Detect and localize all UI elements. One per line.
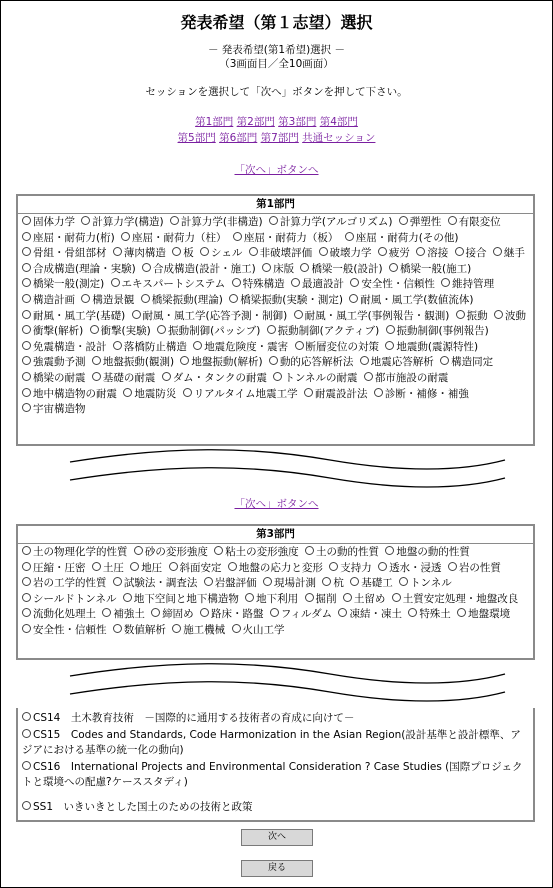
section-1-option[interactable]: 宇宙構造物 [22, 403, 86, 415]
section-3-panel [16, 524, 535, 660]
section-3-header: 第3部門 [18, 526, 533, 544]
radio-button[interactable] [22, 624, 31, 633]
section-1-option[interactable]: 固体力学 [22, 216, 75, 228]
section-1-option[interactable]: 橋梁一般(測定) [22, 278, 104, 290]
section-1-option[interactable]: 特殊構造 [232, 278, 285, 290]
section-1-option[interactable]: ダム・タンクの耐震 [162, 372, 267, 384]
omission-wave-2 [0, 662, 553, 704]
radio-button[interactable] [132, 310, 141, 319]
radio-button[interactable] [233, 232, 242, 241]
radio-button[interactable] [494, 310, 503, 319]
section-1-option[interactable]: 振動制御(パッシブ) [157, 325, 260, 337]
radio-button[interactable] [193, 341, 202, 350]
common-session-option[interactable]: CS14 土木教育技術 －国際的に通用する技術者の育成に向けて－ [22, 711, 529, 726]
section-3-option[interactable]: シールドトンネル [22, 593, 116, 605]
common-session-option[interactable]: CS16 International Projects and Environmental Consideration ? Case Studies (国際プロジェクトと環境への配慮?ケーススタディ) [22, 761, 523, 788]
section-1-option[interactable]: 衝撃(解析) [22, 325, 83, 337]
jump-to-next-link[interactable]: 「次へ」ボタンへ [234, 164, 319, 176]
common-session-option[interactable]: SS1 いきいきとした国土のための技術と政策 [22, 800, 529, 815]
radio-button[interactable] [457, 608, 466, 617]
section-1-option[interactable]: エキスパートシステム [111, 278, 226, 290]
radio-button[interactable] [408, 608, 417, 617]
section-1-option[interactable]: 橋梁振動(実験・測定) [229, 294, 343, 306]
section-1-option[interactable]: 計算力学(アルゴリズム) [269, 216, 393, 228]
radio-button[interactable] [416, 247, 425, 256]
section-1-option[interactable]: 維持管理 [441, 278, 494, 290]
section-1-option[interactable]: 波動 [494, 310, 526, 322]
radio-button[interactable] [113, 624, 122, 633]
section-3-option[interactable]: トンネル [399, 577, 452, 589]
omission-wave-1 [0, 448, 553, 490]
radio-button[interactable] [22, 278, 31, 287]
radio-button[interactable] [22, 608, 31, 617]
section-1-option[interactable]: 座屈・耐荷力(桁) [22, 232, 115, 244]
section-1-option[interactable]: 座屈・耐荷力（板） [233, 232, 339, 244]
nav-link-section-6[interactable]: 第6部門 [219, 132, 258, 144]
section-3-option[interactable]: 地下利用 [245, 593, 298, 605]
section-1-option[interactable]: 非破壊評価 [249, 247, 313, 259]
section-1-option[interactable]: 座屈・耐荷力(その他) [345, 232, 459, 244]
radio-button[interactable] [295, 341, 304, 350]
section-3-option[interactable]: 圧縮・圧密 [22, 562, 86, 574]
radio-button[interactable] [123, 593, 132, 602]
radio-button[interactable] [493, 247, 502, 256]
section-1-option[interactable]: 地震防災 [123, 388, 176, 400]
section-1-option[interactable]: 耐風・風工学(基礎) [22, 310, 125, 322]
radio-button[interactable] [142, 263, 151, 272]
radio-button[interactable] [389, 263, 398, 272]
jump-to-next-link[interactable]: 「次へ」ボタンへ [234, 498, 319, 510]
section-3-option[interactable]: 支持力 [329, 562, 372, 574]
radio-button[interactable] [448, 562, 457, 571]
radio-button[interactable] [263, 577, 272, 586]
radio-button[interactable] [22, 712, 31, 721]
section-1-option[interactable]: 振動制御(事例報告) [386, 325, 489, 337]
radio-button[interactable] [249, 247, 258, 256]
section-1-option[interactable]: 計算力学(非構造) [170, 216, 263, 228]
section-1-option[interactable]: 継手 [493, 247, 525, 259]
section-3-option[interactable]: 安全性・信頼性 [22, 624, 107, 636]
radio-button[interactable] [385, 546, 394, 555]
nav-link-section-1[interactable]: 第1部門 [195, 116, 234, 128]
section-1-option[interactable]: 地盤振動(観測) [92, 356, 174, 368]
page-title: 発表希望（第１志望）選択 [180, 13, 373, 32]
radio-button[interactable] [113, 577, 122, 586]
radio-button[interactable] [305, 593, 314, 602]
radio-button[interactable] [378, 562, 387, 571]
radio-button[interactable] [343, 593, 352, 602]
radio-button[interactable] [102, 608, 111, 617]
section-3-option[interactable]: 岩盤評価 [204, 577, 257, 589]
section-3-options [18, 544, 533, 640]
radio-button[interactable] [345, 232, 354, 241]
radio-button[interactable] [22, 216, 31, 225]
section-3-option[interactable]: 地盤の応力と変形 [228, 562, 323, 574]
radio-button[interactable] [378, 247, 387, 256]
section-1-option[interactable]: 強震動予測 [22, 356, 86, 368]
radio-button[interactable] [90, 325, 99, 334]
section-3-option[interactable]: 土圧 [92, 562, 124, 574]
section-1-option[interactable]: 接合 [455, 247, 487, 259]
radio-button[interactable] [22, 263, 31, 272]
section-1-option[interactable]: 振動 [456, 310, 488, 322]
radio-button[interactable] [200, 608, 209, 617]
radio-button[interactable] [392, 593, 401, 602]
section-1-option[interactable]: 安全性・信頼性 [350, 278, 435, 290]
radio-button[interactable] [22, 593, 31, 602]
section-3-option[interactable]: 施工機械 [172, 624, 225, 636]
radio-button[interactable] [374, 388, 383, 397]
section-3-option[interactable]: フィルダム [270, 608, 332, 620]
section-3-option[interactable]: 凍結・凍土 [338, 608, 402, 620]
section-3-option[interactable]: 透水・浸透 [378, 562, 442, 574]
section-1-option[interactable]: 地盤振動(解析) [180, 356, 262, 368]
section-1-option[interactable]: 地中構造物の耐震 [22, 388, 117, 400]
section-1-option[interactable]: 合成構造(理論・実験) [22, 263, 136, 275]
radio-button[interactable] [170, 216, 179, 225]
section-1-option[interactable]: 地震危険度・震害 [193, 341, 288, 353]
radio-button[interactable] [22, 372, 31, 381]
radio-button[interactable] [232, 624, 241, 633]
radio-button[interactable] [304, 388, 313, 397]
section-1-header: 第1部門 [18, 196, 533, 214]
section-3-option[interactable]: 斜面安定 [169, 562, 222, 574]
radio-button[interactable] [22, 341, 31, 350]
section-3-option[interactable]: 補強土 [102, 608, 145, 620]
section-3-option[interactable]: 特殊土 [408, 608, 451, 620]
radio-button[interactable] [92, 356, 101, 365]
instruction-text: セッションを選択して「次へ」ボタンを押して下さい。 [145, 86, 408, 98]
section-3-option[interactable]: 試験法・調査法 [113, 577, 198, 589]
radio-button[interactable] [81, 294, 90, 303]
section-3-option[interactable]: 基礎工 [350, 577, 393, 589]
section-1-option[interactable]: 疲労 [378, 247, 410, 259]
section-1-option[interactable]: 地震応答解析 [360, 356, 434, 368]
radio-button[interactable] [157, 325, 166, 334]
section-1-option[interactable]: トンネルの耐震 [273, 372, 357, 384]
section-1-option[interactable]: 弾塑性 [399, 216, 442, 228]
section-3-option[interactable]: 土質安定処理・地盤改良 [392, 593, 519, 605]
section-3-option[interactable]: 粘土の変形強度 [214, 546, 299, 558]
radio-button[interactable] [319, 247, 328, 256]
section-1-option[interactable]: 診断・補修・補強 [374, 388, 469, 400]
radio-button[interactable] [121, 232, 130, 241]
radio-button[interactable] [162, 372, 171, 381]
subtitle: － 発表希望(第1希望)選択 － [207, 44, 346, 56]
section-3-option[interactable]: 土の動的性質 [305, 546, 379, 558]
section-1-option[interactable]: 地震動(震源特性) [385, 341, 478, 353]
radio-button[interactable] [273, 372, 282, 381]
radio-button[interactable] [22, 232, 31, 241]
radio-button[interactable] [269, 216, 278, 225]
nav-link-section-7[interactable]: 第7部門 [260, 132, 299, 144]
section-1-option[interactable]: 床版 [262, 263, 294, 275]
nav-link-section-4[interactable]: 第4部門 [319, 116, 358, 128]
section-1-option[interactable]: 都市施設の耐震 [364, 372, 449, 384]
section-3-option[interactable]: 火山工学 [232, 624, 285, 636]
section-3-option[interactable]: 地盤の動的性質 [385, 546, 470, 558]
radio-button[interactable] [305, 546, 314, 555]
next-button[interactable]: 次へ [241, 829, 313, 846]
section-nav-row-1 [0, 114, 553, 129]
nav-link-common-session[interactable]: 共通セッション [302, 132, 376, 144]
section-1-option[interactable]: 基礎の耐震 [92, 372, 156, 384]
section-1-option[interactable]: 破壊力学 [319, 247, 372, 259]
radio-button[interactable] [294, 310, 303, 319]
section-1-panel [16, 194, 535, 446]
radio-button[interactable] [262, 263, 271, 272]
section-1-option[interactable]: 合成構造(設計・施工) [142, 263, 256, 275]
section-3-option[interactable]: 土の物理化学的性質 [22, 546, 128, 558]
section-1-option[interactable]: 座屈・耐荷力（柱） [121, 232, 227, 244]
radio-button[interactable] [267, 325, 276, 334]
radio-button[interactable] [123, 388, 132, 397]
radio-button[interactable] [134, 546, 143, 555]
radio-button[interactable] [214, 546, 223, 555]
radio-button[interactable] [448, 216, 457, 225]
radio-button[interactable] [229, 294, 238, 303]
section-1-option[interactable]: 振動制御(アクティブ) [267, 325, 380, 337]
section-1-option[interactable]: 耐風・風工学(応答予測・制御) [132, 310, 288, 322]
radio-button[interactable] [364, 372, 373, 381]
section-1-option[interactable]: 動的応答解析法 [269, 356, 354, 368]
radio-button[interactable] [92, 372, 101, 381]
radio-button[interactable] [269, 356, 278, 365]
radio-button[interactable] [22, 294, 31, 303]
jump-to-next-row-1 [0, 162, 553, 177]
radio-button[interactable] [22, 801, 31, 810]
radio-button[interactable] [180, 356, 189, 365]
common-session-panel [16, 708, 535, 822]
section-1-option[interactable]: 橋梁振動(理論) [141, 294, 223, 306]
radio-button[interactable] [130, 562, 139, 571]
screen-progress: （3画面目／全10画面） [219, 58, 334, 70]
radio-button[interactable] [169, 562, 178, 571]
radio-button[interactable] [300, 263, 309, 272]
section-1-option[interactable]: 骨組・骨組部材 [22, 247, 107, 259]
radio-button[interactable] [183, 388, 192, 397]
jump-to-next-row-2 [0, 496, 553, 511]
section-3-option[interactable]: 杭 [322, 577, 344, 589]
radio-button[interactable] [350, 577, 359, 586]
radio-button[interactable] [455, 247, 464, 256]
section-1-option[interactable]: 衝撃(実験) [90, 325, 151, 337]
radio-button[interactable] [22, 403, 31, 412]
section-nav-row-2 [0, 130, 553, 145]
radio-button[interactable] [22, 729, 31, 738]
radio-button[interactable] [22, 546, 31, 555]
section-3-option[interactable]: 地圧 [130, 562, 162, 574]
radio-button[interactable] [22, 577, 31, 586]
radio-button[interactable] [113, 247, 122, 256]
radio-button[interactable] [113, 341, 122, 350]
section-1-option[interactable]: 計算力学(構造) [81, 216, 163, 228]
section-3-option[interactable]: 岩の性質 [448, 562, 501, 574]
common-session-option[interactable]: CS15 Codes and Standards, Code Harmonization in the Asian Region(設計基準と設計標準、アジアにおける基準の統一化の動向) [22, 729, 521, 756]
section-1-option[interactable]: 板 [172, 247, 194, 259]
section-1-option[interactable]: シェル [200, 247, 242, 259]
section-3-option[interactable]: 数値解析 [113, 624, 166, 636]
section-1-option[interactable]: 耐震設計法 [304, 388, 368, 400]
radio-button[interactable] [172, 624, 181, 633]
section-1-option[interactable]: リアルタイム地震工学 [183, 388, 298, 400]
radio-button[interactable] [141, 294, 150, 303]
radio-button[interactable] [22, 562, 31, 571]
radio-button[interactable] [456, 310, 465, 319]
radio-button[interactable] [245, 593, 254, 602]
radio-button[interactable] [204, 577, 213, 586]
radio-button[interactable] [350, 278, 359, 287]
nav-link-section-3[interactable]: 第3部門 [278, 116, 317, 128]
section-3-option[interactable]: 路床・路盤 [200, 608, 264, 620]
radio-button[interactable] [329, 562, 338, 571]
section-3-option[interactable]: 地盤環境 [457, 608, 510, 620]
radio-button[interactable] [22, 356, 31, 365]
section-1-option[interactable]: 薄肉構造 [113, 247, 166, 259]
radio-button[interactable] [22, 388, 31, 397]
section-1-option[interactable]: 橋梁一般(施工) [389, 263, 471, 275]
radio-button[interactable] [386, 325, 395, 334]
radio-button[interactable] [322, 577, 331, 586]
section-3-option[interactable]: 土留め [343, 593, 386, 605]
section-1-option[interactable]: 最適設計 [291, 278, 344, 290]
section-3-option[interactable]: 岩の工学的性質 [22, 577, 107, 589]
radio-button[interactable] [349, 294, 358, 303]
radio-button[interactable] [232, 278, 241, 287]
nav-link-section-5[interactable]: 第5部門 [177, 132, 216, 144]
section-3-option[interactable]: 流動化処理土 [22, 608, 96, 620]
radio-button[interactable] [172, 247, 181, 256]
section-3-option[interactable]: 掘削 [305, 593, 337, 605]
radio-button[interactable] [291, 278, 300, 287]
radio-button[interactable] [200, 247, 209, 256]
section-1-option[interactable]: 構造景観 [81, 294, 134, 306]
radio-button[interactable] [92, 562, 101, 571]
section-1-option[interactable]: 免震構造・設計 [22, 341, 107, 353]
radio-button[interactable] [22, 247, 31, 256]
back-button[interactable]: 戻る [241, 860, 313, 877]
radio-button[interactable] [385, 341, 394, 350]
section-1-option[interactable]: 橋梁一般(設計) [300, 263, 382, 275]
section-3-option[interactable]: 地下空间と地下構造物 [123, 593, 239, 605]
radio-button[interactable] [151, 608, 160, 617]
section-1-option[interactable]: 落橋防止構造 [113, 341, 187, 353]
section-1-option[interactable]: 構造計画 [22, 294, 75, 306]
radio-button[interactable] [22, 761, 31, 770]
section-1-option[interactable]: 橋梁の耐震 [22, 372, 86, 384]
radio-button[interactable] [270, 608, 279, 617]
radio-button[interactable] [360, 356, 369, 365]
radio-button[interactable] [338, 608, 347, 617]
section-1-option[interactable]: 構造同定 [440, 356, 493, 368]
section-1-option[interactable]: 耐風・風工学(事例報告・観測) [294, 310, 450, 322]
radio-button[interactable] [81, 216, 90, 225]
radio-button[interactable] [228, 562, 237, 571]
section-3-option[interactable]: 締固め [151, 608, 194, 620]
radio-button[interactable] [399, 577, 408, 586]
radio-button[interactable] [22, 310, 31, 319]
section-1-options [18, 214, 533, 419]
radio-button[interactable] [111, 278, 120, 287]
section-3-option[interactable]: 砂の変形強度 [134, 546, 208, 558]
radio-button[interactable] [399, 216, 408, 225]
section-1-option[interactable]: 断層変位の対策 [295, 341, 380, 353]
section-1-option[interactable]: 溶接 [416, 247, 448, 259]
nav-link-section-2[interactable]: 第2部門 [236, 116, 275, 128]
radio-button[interactable] [440, 356, 449, 365]
section-1-option[interactable]: 耐風・風工学(数値流体) [349, 294, 473, 306]
section-3-option[interactable]: 現場計測 [263, 577, 316, 589]
section-1-option[interactable]: 有限変位 [448, 216, 501, 228]
radio-button[interactable] [22, 325, 31, 334]
radio-button[interactable] [441, 278, 450, 287]
